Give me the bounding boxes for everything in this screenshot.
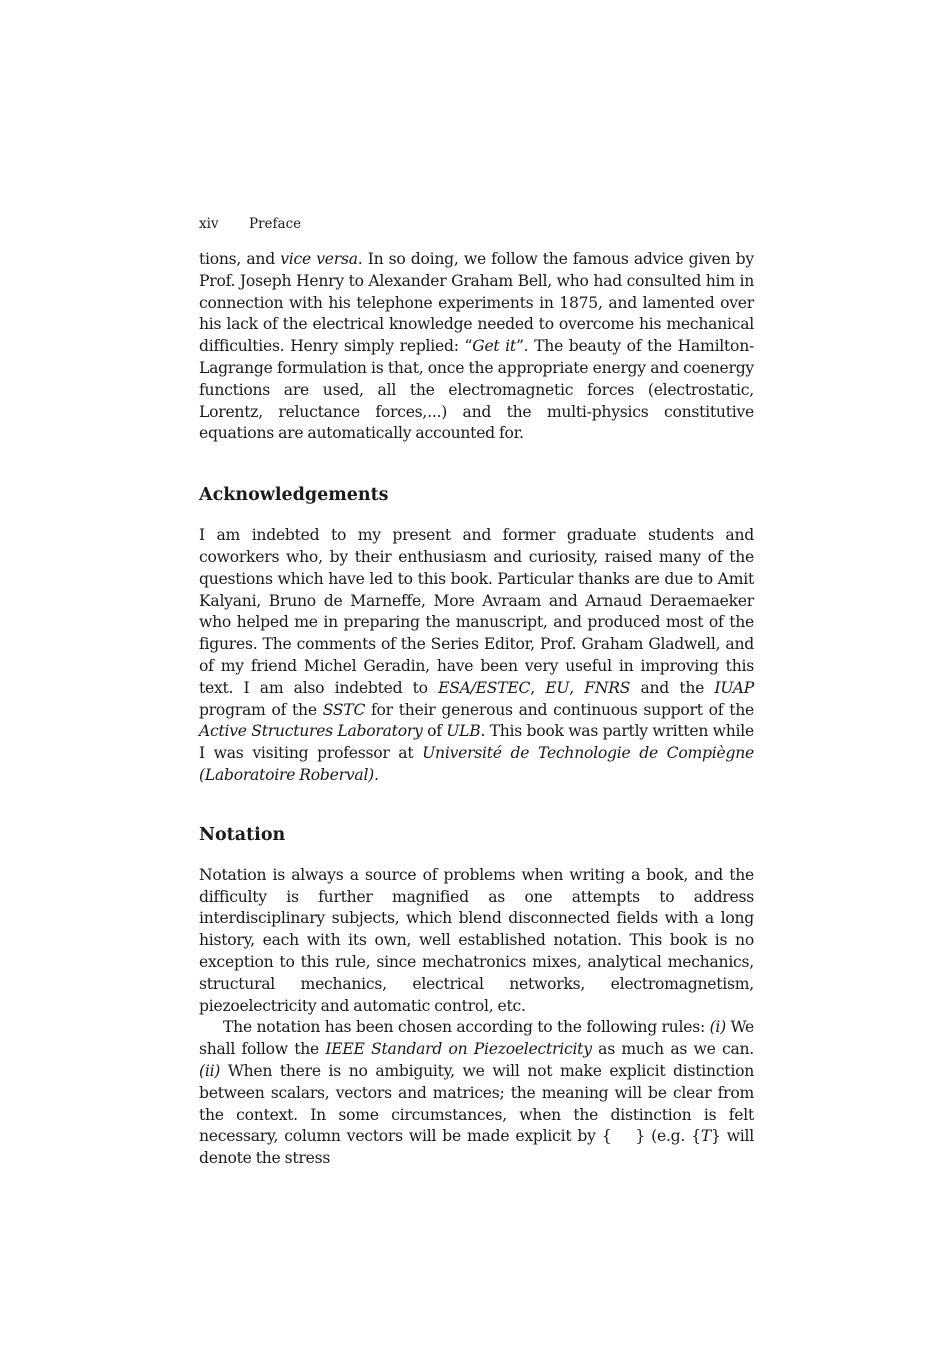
italic-run: Get it bbox=[472, 337, 516, 356]
italic-run: EU bbox=[545, 678, 570, 697]
text-run: . This book was partly written while I was visiting professor at bbox=[199, 722, 755, 763]
text-run: . In so doing, we follow the famous advice given by Prof. Joseph Henry to Alexander Graham Bell, who had consulted him in connection with his telephone experiments in 1875, and lamented over his lack of the electrical knowledge needed to overcome his mechanical difficulties. Henry simply replied: “ bbox=[199, 250, 754, 356]
running-header bbox=[199, 214, 754, 234]
notation-paragraph-1: Notation is always a source of problems when writing a book, and the difficulty is further magnified as one attempts to address interdisciplinary subjects, which blend disconnected fields with a long history, each with its own, well established notation. This book is no exception to this rule, since mechatronics mixes, analytical mechanics, structural mechanics, electrical networks, electromagnetism, piezoelectricity and automatic control, etc. bbox=[199, 865, 754, 1015]
italic-run: vice versa bbox=[280, 250, 358, 268]
page-number: xiv bbox=[199, 216, 219, 232]
italic-run: SSTC bbox=[322, 700, 366, 719]
acknowledgements-paragraph bbox=[199, 525, 754, 787]
text-run: ”. The beauty of the Hamilton-Lagrange formulation is that, once the appropriate energy and coenergy functions are used, all the electromagnetic forces (electrostatic, Lorentz, reluctance forces,...) and the multi-physics constitutive equations are automatically accounted for. bbox=[199, 337, 755, 443]
text-run: } will denote the stress bbox=[199, 1127, 755, 1168]
italic-run: IEEE Standard on Piezoelectricity bbox=[325, 1040, 592, 1059]
text-run: } (e.g. { bbox=[635, 1127, 701, 1146]
text-run: of bbox=[422, 722, 447, 741]
acknowledgements-heading: Acknowledgements bbox=[199, 485, 389, 506]
italic-run: FNRS bbox=[584, 678, 631, 697]
italic-run: IUAP bbox=[714, 678, 754, 697]
text-run: for their generous and continuous support of the bbox=[365, 700, 754, 719]
text-run: We shall follow the bbox=[199, 1018, 755, 1059]
italic-run: T bbox=[700, 1127, 711, 1146]
notation-paragraph-2 bbox=[199, 1017, 754, 1170]
intro-paragraph bbox=[199, 249, 754, 445]
text-run: tions, and bbox=[199, 250, 281, 268]
text-run: The notation has been chosen according to the following rules: bbox=[223, 1018, 710, 1037]
italic-run: (i) bbox=[709, 1018, 726, 1037]
text-run: I am indebted to my present and former graduate students and coworkers who, by their enthusiasm and curiosity, raised many of the questions which have led to this book. Particular thanks are due to Amit Kalyani, Bruno de Marneffe, More Avraam and Arnaud Deraemaeker who helped me in preparing the manuscript, and produced most of the figures. The comments of the Series Editor, Prof. Graham Gladwell, and of my friend Michel Geradin, have been very useful in improving this text. I am also indebted to bbox=[199, 526, 754, 697]
italic-run: ESA/ESTEC bbox=[438, 678, 531, 697]
text-run: as much as we can. bbox=[591, 1040, 754, 1059]
text-run: When there is no ambiguity, we will not make explicit distinction between scalars, vectors and matrices; the meaning will be clear from the context. In some circumstances, when the distinction is felt necessary, column vectors will be made explicit by { bbox=[199, 1061, 754, 1146]
notation-heading: Notation bbox=[199, 824, 286, 845]
text-run: . bbox=[374, 765, 379, 784]
italic-run: Active Structures Laboratory bbox=[199, 722, 423, 741]
text-run: , bbox=[530, 678, 546, 697]
italic-run: ULB bbox=[446, 722, 481, 741]
text-run: , bbox=[569, 678, 585, 697]
italic-run: (ii) bbox=[199, 1061, 221, 1080]
text-run: and the bbox=[630, 678, 715, 697]
running-title: Preface bbox=[249, 216, 302, 232]
book-page bbox=[199, 214, 754, 1170]
italic-run: Université de Technologie de Compiègne (Laboratoire Roberval) bbox=[199, 744, 754, 784]
text-run: program of the bbox=[199, 700, 323, 719]
